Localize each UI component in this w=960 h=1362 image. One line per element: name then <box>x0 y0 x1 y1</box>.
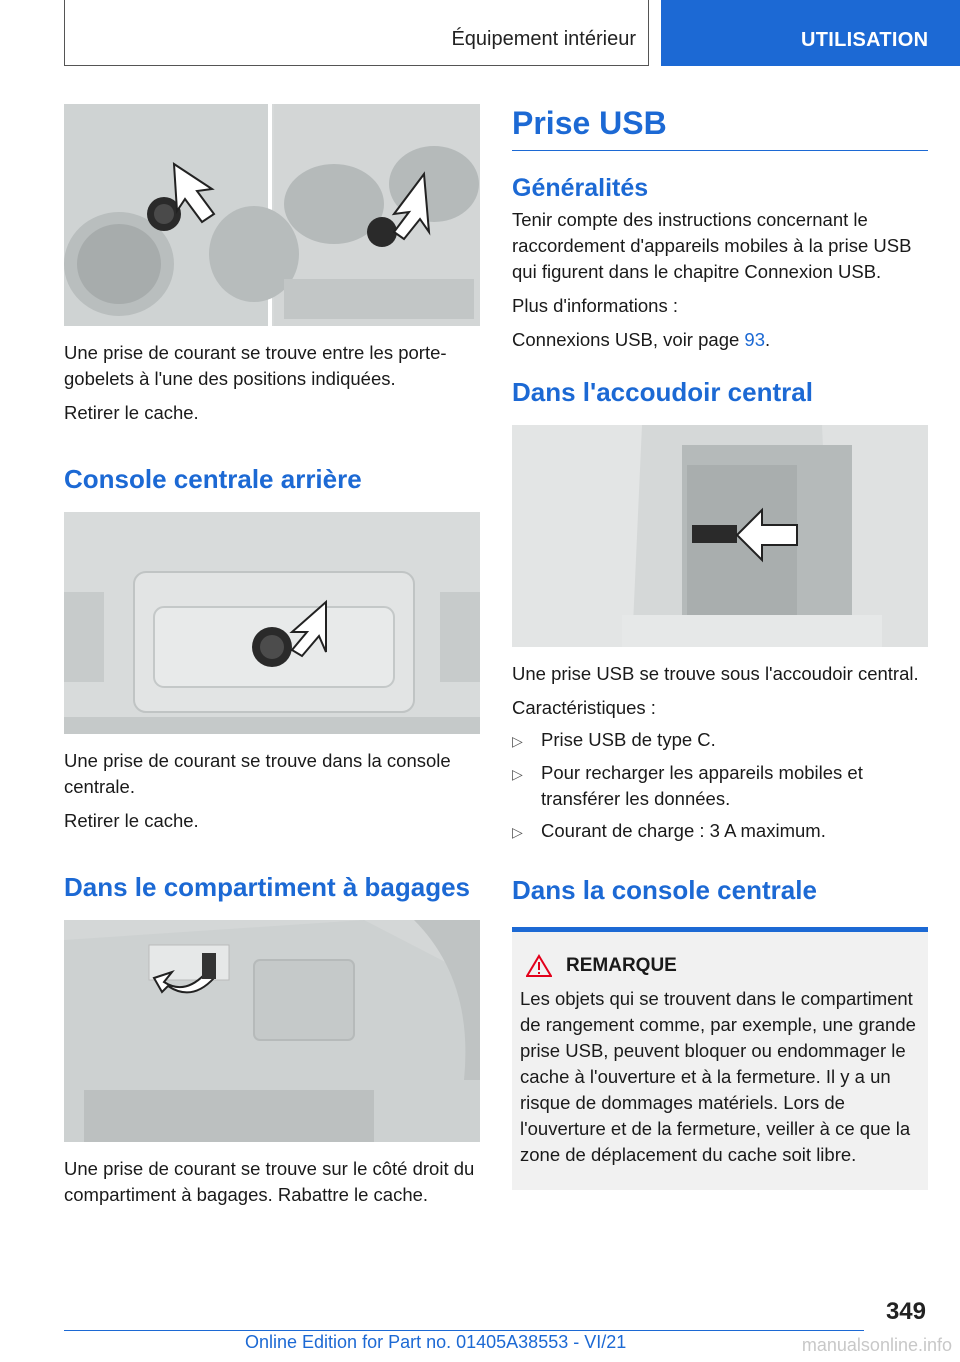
chapter-label: UTILISATION <box>801 29 929 51</box>
heading-luggage: Dans le compartiment à bagages <box>64 872 471 902</box>
footer-edition: Online Edition for Part no. 01405A38553 - VI/21 <box>245 1332 627 1352</box>
warning-triangle-icon <box>526 954 552 978</box>
general-text: Tenir compte des instructions concernant le raccordement d'appareils mobiles à la prise USB qui figurent dans le chapitre Connexion USB. <box>512 209 912 282</box>
right-column <box>512 104 928 1190</box>
chapter-title: Prise USB <box>512 104 928 151</box>
armrest-caption: Une prise USB se trouve sous l'accoudoir central. <box>512 663 919 684</box>
notice-text: Les objets qui se trouvent dans le compartiment de rangement comme, par exemple, une grande prise USB, peuvent bloquer ou endommager le cache à l'ouverture et à la fermeture. Il y a un risque de dommages matériels. Lors de l'ouverture et de la fermeture, veiller à ce que la zone de déplacement du cache soit libre. <box>520 988 916 1165</box>
notice-header <box>526 954 920 978</box>
cupholder-caption: Une prise de courant se trouve entre les porte-gobelets à l'une des positions indiquées. <box>64 342 447 389</box>
armrest-photo <box>512 425 928 647</box>
page-number: 349 <box>885 1298 926 1325</box>
xref-page-link[interactable]: 93 <box>744 329 765 350</box>
watermark: manualsonline.info <box>801 1335 952 1355</box>
xref-suffix: . <box>764 329 771 350</box>
cupholder-note: Retirer le cache. <box>64 402 199 423</box>
feature-text: Pour recharger les appareils mobiles et transférer les données. <box>541 762 863 809</box>
rear-console-note: Retirer le cache. <box>64 810 199 831</box>
feature-text: Courant de charge : 3 A maximum. <box>541 820 826 841</box>
heading-rear-console: Console centrale arrière <box>64 464 362 494</box>
heading-general: Généralités <box>512 174 649 202</box>
xref-prefix: Connexions USB, voir page <box>512 329 745 350</box>
section-title: Équipement intérieur <box>451 28 636 50</box>
luggage-caption: Une prise de courant se trouve sur le côté droit du compartiment à bagages. Rabattre le cache. <box>64 1158 475 1205</box>
footer-divider <box>64 1330 864 1331</box>
heading-center-console: Dans la console centrale <box>512 875 817 905</box>
features-label: Caractéristiques : <box>512 697 656 718</box>
bullet-triangle-icon: ▷ <box>512 824 523 840</box>
more-info-label: Plus d'informations : <box>512 295 678 316</box>
usb-connection-xref <box>512 327 928 353</box>
heading-armrest: Dans l'accoudoir central <box>512 377 813 407</box>
feature-text: Prise USB de type C. <box>541 729 716 750</box>
list-item <box>512 727 928 754</box>
header-section-label <box>64 0 649 66</box>
bullet-triangle-icon: ▷ <box>512 766 523 782</box>
notice-title: REMARQUE <box>566 955 677 976</box>
bullet-triangle-icon: ▷ <box>512 733 523 749</box>
left-column <box>64 104 480 1208</box>
list-item <box>512 818 928 845</box>
luggage-photo <box>64 920 480 1142</box>
list-item <box>512 760 928 812</box>
cupholder-photo <box>64 104 480 326</box>
header-chapter-tab[interactable] <box>661 0 960 66</box>
rear-console-photo <box>64 512 480 734</box>
features-list <box>512 727 928 845</box>
rear-console-caption: Une prise de courant se trouve dans la console centrale. <box>64 750 451 797</box>
notice-box <box>512 927 928 1190</box>
